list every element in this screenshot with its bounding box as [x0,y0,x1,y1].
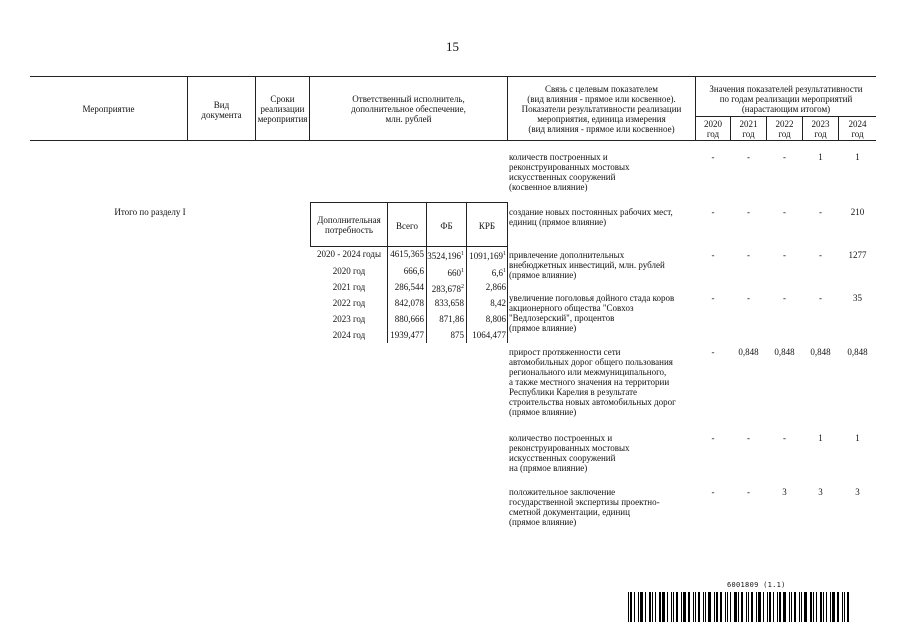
barcode-bar [783,592,786,622]
barcode-bar [758,592,761,622]
indicator-value: - [711,293,715,303]
barcode-bar [703,592,704,622]
indicator-value: 1 [818,152,823,162]
header-top-border [30,76,876,77]
barcode-bar [746,592,747,622]
barcode-bar [810,592,812,622]
indicator-value: - [747,433,750,443]
indicator-value: 1 [855,152,860,162]
barcode-bar [734,592,737,622]
barcode-bar [659,592,661,622]
barcode-bar [698,592,700,622]
header-link: Связь с целевым показателем (вид влияния - прямое или косвенное). Показатели результативности реализации мероприятия, единица измерения (вид влияния - прямое или косвенное) [521,84,682,134]
indicator-value: 0,848 [847,347,868,357]
barcode-bar [649,592,651,622]
header-year-2020: 2020 год [704,119,722,139]
header-year-2024: 2024 год [848,119,867,139]
section-total-label: Итого по разделу I [114,207,186,217]
indicator-value: 0,848 [774,347,795,357]
barcode-bar [738,592,739,622]
footnote-mark: 1 [461,251,464,257]
barcode-bar [748,592,749,622]
indicator-value: - [819,207,822,217]
barcode-bar [773,592,774,622]
finance-period: 2021 год [332,282,366,292]
barcode-bar [832,592,835,622]
barcode-bar [767,592,768,622]
indicator-value: 35 [853,293,862,303]
indicator-value: 0,848 [810,347,831,357]
barcode-bar [804,592,807,622]
barcode-bar [638,592,639,622]
barcode-bar [708,592,711,622]
barcode-bar [695,592,696,622]
finance-divider [507,202,508,343]
indicator-value: 3 [855,487,860,497]
barcode-bar [671,592,672,622]
barcode-bar [655,592,656,622]
indicator-value: - [747,152,750,162]
finance-fb: 3524,196$^1$ [427,251,464,261]
indicator-text: привлечение дополнительных внебюджетных инвестиций, млн. рублей (прямое влияние) [509,250,665,280]
barcode-bar [730,592,731,622]
finance-fb: 283,678$^2$ [431,284,464,294]
indicator-value: - [711,487,715,497]
barcode-bar [789,592,790,622]
barcode-bar [847,592,849,622]
finance-total: 286,544 [394,282,424,292]
indicator-value: - [747,293,750,303]
indicator-value: 1277 [848,250,867,260]
indicator-value: - [711,207,715,217]
indicator-value: - [711,347,715,357]
indicator-value: - [783,250,786,260]
barcode-bar [844,592,845,622]
barcode-bar [763,592,764,622]
barcode-bar [837,592,839,622]
barcode-bar [667,592,668,622]
finance-period: 2024 год [332,330,366,340]
indicator-value: 0,848 [738,347,759,357]
barcode-bar [801,592,802,622]
barcode-bar [820,592,822,622]
indicator-text: прирост протяженности сети автомобильных дорог общего пользования регионального или межмуниципального, а также местного значения на территории Республики Карелия в результате строительства новых автомобильных дорог (прямое влияние) [509,347,676,417]
indicator-text: количеств построенных и реконструированных мостовых искусственных сооружений (косвенное влияние) [509,152,630,192]
indicator-text: положительное заключение государственной экспертизы проектно- сметной документации, единиц (прямое влияние) [509,487,660,527]
barcode-bar [652,592,653,622]
barcode [628,592,858,622]
footnote-mark: 1 [461,268,464,274]
indicator-value: - [747,207,750,217]
barcode-bar [681,592,682,622]
footnote-mark: 2 [461,284,464,290]
finance-fb: $660^1$ [447,268,464,278]
indicator-value: 1 [855,433,860,443]
barcode-bar [842,592,843,622]
barcode-bar [628,592,629,622]
barcode-bar [673,592,674,622]
barcode-bar [830,592,831,622]
finance-top-border [310,202,507,203]
indicator-value: 1 [818,433,823,443]
finance-total: 666,6 [403,266,424,276]
finance-period: 2020 - 2024 годы [316,249,382,259]
indicator-value: - [711,152,715,162]
finance-fb: 871,86 [439,314,464,324]
barcode-bar [645,592,646,622]
barcode-bar [705,592,706,622]
finance-fb: 833,658 [434,298,464,308]
indicator-value: - [819,293,822,303]
header-doc-type: Вид документа [201,100,242,120]
finance-krb: 2,866 [485,282,506,292]
barcode-bar [823,592,824,622]
barcode-bar [720,592,722,622]
finance-header-total: Всего [395,221,419,231]
header-activity: Мероприятие [82,104,135,114]
header-year-2021: 2021 год [739,119,758,139]
barcode-bar [751,592,753,622]
barcode-bar [688,592,690,622]
footnote-mark: 1 [503,268,506,274]
indicator-value: 210 [850,207,865,217]
indicator-value: 3 [782,487,787,497]
finance-total: 4615,365 [390,249,424,259]
barcode-bar [813,592,814,622]
barcode-bar [816,592,817,622]
barcode-bar [634,592,635,622]
finance-krb: 8,42 [490,298,506,308]
indicator-value: - [711,250,715,260]
barcode-bar [630,592,632,622]
header-responsible: Ответственный исполнитель, дополнительное обеспечение, млн. рублей [351,94,466,124]
barcode-bar [756,592,757,622]
finance-period: 2023 год [332,314,366,324]
indicator-value: 3 [818,487,823,497]
barcode-bar [799,592,800,622]
indicator-value: - [783,293,786,303]
indicator-value: - [819,250,822,260]
barcode-bar [693,592,694,622]
finance-krb: 1064,477 [472,330,506,340]
years-divider [695,116,876,117]
barcode-bar [826,592,827,622]
barcode-bar [662,592,665,622]
header-year-2022: 2022 год [775,119,794,139]
indicator-text: увеличение поголовья дойного стада коров акционерного общества "Совхоз "Ведлозерский", процентов (прямое влияние) [509,293,675,333]
finance-krb: 8,806 [485,314,506,324]
finance-header-bottom [310,246,507,247]
finance-total: 842,078 [394,298,424,308]
header-values: Значения показателей результативности по годам реализации мероприятий (нарастающим итогом) [709,84,863,114]
indicator-value: - [747,250,750,260]
indicator-value: - [783,207,786,217]
barcode-label: 6001809 (1.1) [727,581,786,589]
footnote-mark: 1 [503,251,506,257]
barcode-bar [727,592,728,622]
header-bottom-border [30,140,876,141]
finance-fb: 875 [450,330,464,340]
barcode-bar [741,592,743,622]
page-number: 15 [446,39,459,54]
finance-period: 2022 год [332,298,366,308]
finance-header-need: Дополнительная потребность [317,215,381,235]
barcode-bar [794,592,796,622]
indicator-value: - [747,487,750,497]
finance-header-krb: КРБ [478,221,496,231]
finance-krb: $6,6^1$ [491,268,506,278]
header-year-2023: 2023 год [811,119,830,139]
finance-period: 2020 год [332,266,366,276]
barcode-bar [716,592,718,622]
barcode-bar [676,592,678,622]
indicator-text: создание новых постоянных рабочих мест, единиц (прямое влияние) [509,207,673,227]
barcode-bar [791,592,792,622]
finance-total: 880,666 [394,314,424,324]
finance-krb: 1091,169$^1$ [469,251,506,261]
barcode-bar [725,592,726,622]
barcode-bar [769,592,771,622]
indicator-value: - [711,433,715,443]
barcode-bar [683,592,686,622]
header-terms: Сроки реализации мероприятия [257,94,308,124]
barcode-bar [779,592,781,622]
indicator-value: - [783,152,786,162]
barcode-bar [777,592,778,622]
barcode-bar [640,592,643,622]
indicator-text: количество построенных и реконструированных мостовых искусственных сооружений на (прямое влияние) [509,433,630,473]
barcode-bar [714,592,715,622]
finance-header-fb: ФБ [440,221,453,231]
indicator-value: - [783,433,786,443]
finance-total: 1939,477 [390,330,424,340]
